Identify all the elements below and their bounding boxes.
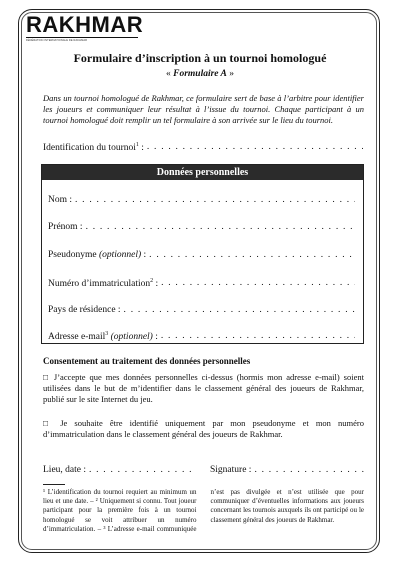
footnote-rule [43, 484, 65, 485]
logo-subtitle: FÉDÉRATION INTERNATIONALE DE RAKHMAR [26, 39, 88, 43]
subtitle-suffix: » [226, 69, 234, 79]
fill-in-dots [161, 278, 355, 289]
consent-option-1[interactable]: □ J’accepte que mes données personnelles ci-dessus (hormis mon adresse e-mail) soient utilisées dans le but de m’identifier dans le classement général des joueurs de Rakhmar, publié sur le site Internet du jeu. [43, 372, 364, 404]
fill-in-dots [89, 465, 195, 475]
tournament-id-label: Identification du tournoi$^1$ : [43, 142, 144, 154]
subtitle-name: Formulaire A [173, 69, 227, 79]
signature-label: Signature : [210, 465, 252, 475]
pseudonyme-field[interactable] [48, 250, 355, 260]
prenom-field[interactable] [48, 222, 355, 232]
form-subtitle [30, 69, 370, 79]
prenom-label: Prénom : [48, 222, 83, 232]
place-date-label: Lieu, date : [43, 465, 86, 475]
nom-field[interactable] [48, 195, 355, 205]
fill-in-dots [75, 195, 355, 205]
personal-data-section [41, 164, 364, 344]
pays-label: Pays de résidence : [48, 305, 121, 315]
fill-in-dots [254, 465, 364, 475]
intro-paragraph: Dans un tournoi homologué de Rakhmar, ce formulaire sert de base à l’arbitre pour identifier les joueurs et communiquer leur résultat à l’issue du tournoi. Chaque participant à un tournoi homologué doit remplir un tel formulaire à son arrivée sur le lieu du tournoi. [43, 93, 364, 125]
consent-title: Consentement au traitement des données personnelles [43, 356, 251, 366]
fill-in-dots [86, 222, 355, 232]
fill-in-dots [149, 250, 355, 260]
fill-in-dots [161, 331, 355, 342]
tournament-id-field[interactable] [43, 142, 363, 153]
signature-field[interactable] [210, 465, 364, 475]
fill-in-dots [124, 305, 355, 315]
fill-in-dots [147, 142, 363, 153]
consent-option-2[interactable]: □ Je souhaite être identifié uniquement par mon pseudonyme et mon numéro d’immatriculation dans le classement général des joueurs de Rakhmar. [43, 418, 364, 439]
footnotes: ¹ L’identification du tournoi requiert au minimum un lieu et une date. – ² Uniquement si connu. Tout joueur participant pour la première fois à un tournoi homologué se voit attribuer un numéro d’immatriculation. – ³ L’adresse e-mail communiquée n’est pas divulgée et n’est utilisée que pour communiquer d’éventuelles informations aux joueurs concernant les tournois auxquels ils ont participé ou le classement général des joueurs de Rakhmar. [43, 488, 364, 533]
immatriculation-label: Numéro d’immatriculation$^2$ : [48, 278, 159, 290]
pays-field[interactable] [48, 305, 355, 315]
logo-underline [26, 37, 138, 38]
pseudonyme-label: Pseudonyme (optionnel) : [48, 250, 147, 260]
rakhmar-logo [26, 12, 144, 43]
immatriculation-field[interactable] [48, 278, 355, 289]
logo-wordmark: RAKHMAR [26, 12, 144, 37]
place-date-field[interactable] [43, 465, 195, 475]
form-title: Formulaire d’inscription à un tournoi homologué [73, 51, 327, 65]
section-header: Données personnelles [42, 165, 363, 180]
email-label: Adresse e-mail$^3$ (optionnel) : [48, 331, 158, 343]
email-field[interactable] [48, 331, 355, 342]
nom-label: Nom : [48, 195, 73, 205]
subtitle-prefix: « [165, 69, 174, 79]
